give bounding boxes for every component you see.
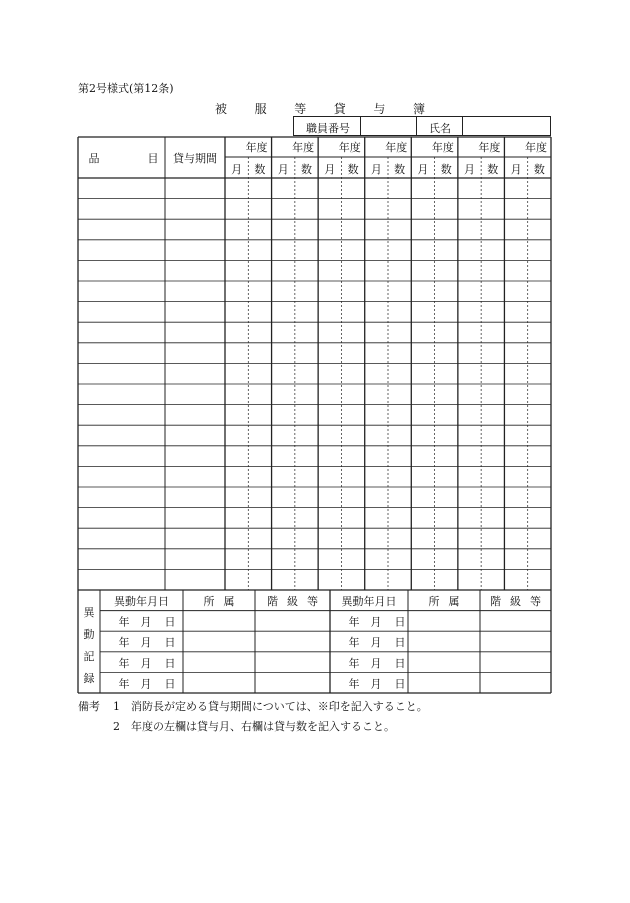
notes-label: 備考 xyxy=(78,700,100,713)
staff-number-label: 職員番号 xyxy=(306,122,350,135)
date-year-placeholder: 年 xyxy=(118,615,130,629)
history-side-label: 録 xyxy=(83,672,95,685)
month-label: 月 xyxy=(510,163,522,176)
count-label: 数 xyxy=(440,163,452,176)
history-rank-header: 階 xyxy=(267,595,278,608)
history-rank-header: 等 xyxy=(307,595,318,608)
history-side-label: 動 xyxy=(83,628,95,641)
history-dept-header: 所 xyxy=(428,595,440,608)
year-label: 年度 xyxy=(478,141,501,154)
count-label: 数 xyxy=(533,163,545,176)
date-year-placeholder: 年 xyxy=(348,677,360,691)
year-label: 年度 xyxy=(431,141,454,154)
history-rank-header: 階 xyxy=(490,595,501,608)
note-text: 消防長が定める貸与期間については、※印を記入すること。 xyxy=(131,700,428,713)
title-char: 服 xyxy=(254,102,267,116)
history-date-header: 異動年月日 xyxy=(114,595,169,608)
note-number: 1 xyxy=(113,700,120,713)
title-char: 被 xyxy=(215,102,228,116)
history-rank-header: 級 xyxy=(287,595,298,608)
date-day-placeholder: 日 xyxy=(164,636,176,650)
date-day-placeholder: 日 xyxy=(394,677,406,691)
count-label: 数 xyxy=(347,163,359,176)
month-label: 月 xyxy=(277,163,289,176)
title-char: 与 xyxy=(373,102,386,116)
month-label: 月 xyxy=(464,163,475,176)
year-label: 年度 xyxy=(292,141,315,154)
date-day-placeholder: 日 xyxy=(164,615,176,629)
date-year-placeholder: 年 xyxy=(118,636,130,650)
year-label: 年度 xyxy=(385,141,408,154)
count-label: 数 xyxy=(487,163,499,176)
date-month-placeholder: 月 xyxy=(140,677,152,691)
date-day-placeholder: 日 xyxy=(164,677,176,691)
year-label: 年度 xyxy=(338,141,361,154)
date-month-placeholder: 月 xyxy=(370,615,382,629)
date-year-placeholder: 年 xyxy=(348,615,360,629)
year-label: 年度 xyxy=(245,141,268,154)
date-day-placeholder: 日 xyxy=(394,656,406,670)
note-text: 年度の左欄は貸与月、右欄は貸与数を記入すること。 xyxy=(131,720,395,733)
title-char: 等 xyxy=(294,102,307,116)
month-label: 月 xyxy=(417,163,429,176)
history-rank-header: 等 xyxy=(530,595,541,608)
history-dept-header: 属 xyxy=(223,595,235,608)
note-number: 2 xyxy=(113,720,120,733)
month-label: 月 xyxy=(231,163,243,176)
date-day-placeholder: 日 xyxy=(164,656,176,670)
date-month-placeholder: 月 xyxy=(370,656,382,670)
month-label: 月 xyxy=(324,163,336,176)
date-month-placeholder: 月 xyxy=(140,656,152,670)
count-label: 数 xyxy=(254,163,266,176)
history-side-label: 異 xyxy=(83,606,95,619)
title-char: 簿 xyxy=(412,102,425,116)
date-year-placeholder: 年 xyxy=(118,677,130,691)
month-label: 月 xyxy=(370,163,382,176)
history-rank-header: 級 xyxy=(510,595,521,608)
title-char: 貸 xyxy=(333,102,346,116)
date-day-placeholder: 日 xyxy=(394,615,406,629)
history-side-label: 記 xyxy=(83,650,95,663)
year-label: 年度 xyxy=(525,141,547,154)
history-dept-header: 所 xyxy=(203,595,215,608)
date-year-placeholder: 年 xyxy=(348,636,360,650)
date-month-placeholder: 月 xyxy=(140,615,152,629)
period-header: 貸与期間 xyxy=(173,152,217,165)
date-day-placeholder: 日 xyxy=(394,636,406,650)
date-year-placeholder: 年 xyxy=(348,656,360,670)
history-date-header: 異動年月日 xyxy=(341,595,397,608)
item-header-char: 品 xyxy=(88,152,100,165)
item-header-char: 目 xyxy=(147,152,159,165)
history-dept-header: 属 xyxy=(448,595,460,608)
count-label: 数 xyxy=(301,163,312,176)
form-number-label: 第2号様式(第12条) xyxy=(78,82,174,95)
count-label: 数 xyxy=(394,163,406,176)
date-month-placeholder: 月 xyxy=(140,636,152,650)
date-month-placeholder: 月 xyxy=(370,636,382,650)
date-month-placeholder: 月 xyxy=(370,677,382,691)
notes xyxy=(78,697,428,737)
date-year-placeholder: 年 xyxy=(118,656,130,670)
name-label: 氏名 xyxy=(429,122,451,135)
